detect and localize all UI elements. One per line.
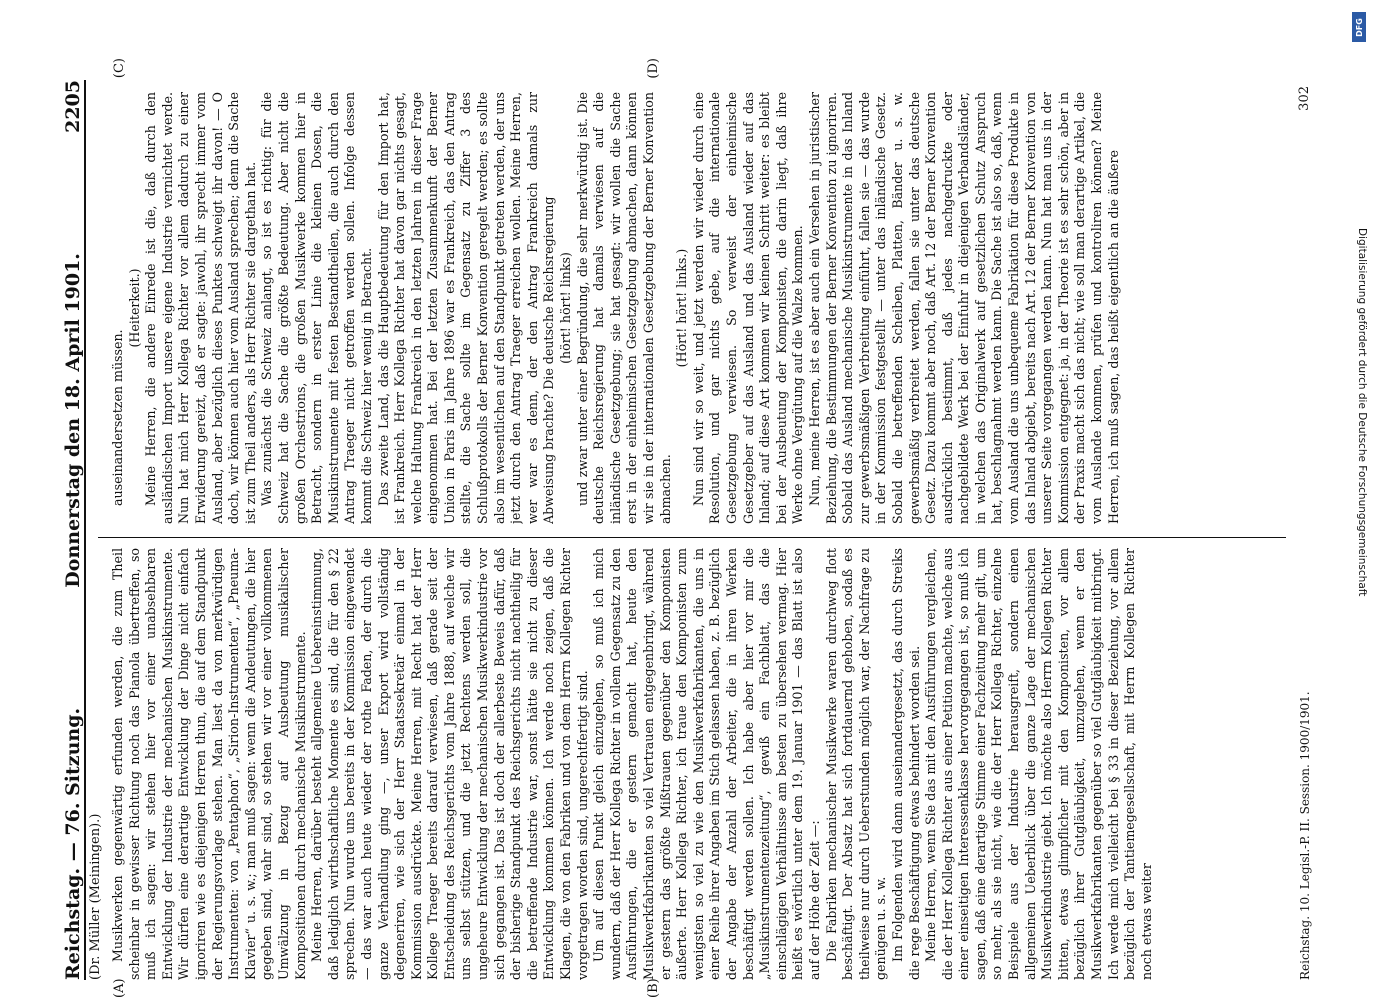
paragraph: Was zunächst die Schweiz anlangt, so ist es richtig: für die Schweiz hat die Sache die größte Bedeutung. Aber nicht die großen Orchestrions, die großen Musikwerke kommen hier in Betracht, sondern in erster Linie die kleinen Dosen, die Musikinstrumente mit festen Bestandtheilen, die auch durch den Antrag Traeger nicht getroffen werden sollen. Infolge dessen kommt die Schweiz hier wenig in Betracht. — [259, 92, 374, 524]
interjection: (hört! hört! links) — [558, 252, 574, 364]
paragraph: Meine Herren, wenn Sie das mit den Ausführungen vergleichen, die der Herr Kollega Richter aus einer Petition machte, welche aus einer einseitigen Interessenklasse hervorgegangen ist, so muß ich sagen, daß eine derartige Stimme einer Fachzeitung mehr gilt, um so mehr, als sie nicht, wie die der Herr Kollega Richter, einzelne Beispiele aus der Industrie herausgreift, sondern einen allgemeinen Ueberblick über die ganze Lage der mechanischen Musikwerkindustrie giebt. Ich möchte also Herrn Kollegen Richter bitten, etwas glimpflicher mit den Komponisten, vor allem bezüglich ihrer Gutgläubigkeit, umzugehen, wenn er den Musikwerkfabrikanten gegenüber so viel Gutgläubigkeit mitbringt. Ich werde mich vielleicht bei § 33 in dieser Beziehung, vor allem bezüglich der Tantiemegesellschaft, mit Herrn Kollegen Richter noch etwas weiter — [923, 548, 1154, 980]
column-divider — [98, 537, 1286, 538]
margin-marker-b: (B) — [646, 978, 661, 998]
margin-marker-c: (C) — [112, 58, 127, 79]
margin-marker-a: (A) — [112, 978, 127, 998]
paragraph: Im Folgenden wird dann auseinandergesetzt, das durch Streiks die rege Beschäftigung etwas behindert worden sei. — [889, 548, 922, 980]
paragraph: Meine Herren, darüber besteht allgemeine Uebereinstimmung, daß lediglich wirthschaftliche Momente es sind, die für den § 22 sprechen. Nun wurde uns bereits in der Kommission eingewendet — das war auch heute wieder der rothe Faden, der durch die ganze Verhandlung ging —, unser Export wird vollständig degeneriren, wie sich der Herr Staatssekretär einmal in der Kommission ausdrückte. Meine Herren, mit Recht hat der Herr Kollege Traeger bereits darauf verwiesen, daß gerade seit der Entscheidung des Reichsgerichts vom Jahre 1888, auf welche wir uns selbst stützen, und die jetzt Rechtens werden soll, die ungeheure Entwicklung der mechanischen Musikwerkindustrie vor sich gegangen ist. Das ist doch der allerbeste Beweis dafür, daß der bisherige Standpunkt des Reichsgerichts nicht nachtheilig für die betreffende Industrie war, sonst hätte sie nicht zu dieser Entwicklung kommen können. Ich werde noch zeigen, daß die Klagen, die von den Fabriken und von dem Herrn Kollegen Richter vorgetragen worden sind, ungerechtfertigt sind. — [309, 548, 590, 980]
paragraph: Musikwerken gegenwärtig erfunden werden, die zum Theil scheinbar in gewisser Richtung noch das Pianola übertreffen, so muß ich sagen: wir stehen hier vor einer unabsehbaren Entwicklung der Industrie der mechanischen Musikinstrumente. Wir dürfen eine derartige Entwicklung der Dinge nicht einfach ignoriren wie es diejenigen Herren thun, die auf dem Standpunkt der Regierungsvorlage stehen. Man liest da von merkwürdigen Instrumenten: von „Pentaphon“, „Sirion-Instrumenten“, „Pneuma-Klavier“ u. s. w.; man muß sagen: wenn die Andeutungen, die hier gegeben sind, wahr sind, so stehen wir vor einer vollkommenen Umwälzung in Bezug auf Ausbeutung musikalischer Kompositionen durch mechanische Musikinstrumente. — [110, 548, 308, 980]
running-header — [58, 80, 86, 980]
margin-marker-d: (D) — [646, 58, 661, 79]
paragraph: Das zweite Land, das die Hauptbedeutung für den Import hat, ist Frankreich. Herr Kollega Richter hat davon gar nichts gesagt, welche Haltung Frankreich in den letzten Jahren in dieser Frage eingenommen hat. Bei der letzten Zusammenkunft der Berner Union in Paris im Jahre 1896 war es Frankreich, das den Antrag stellte, die Sache sollte im Gegensatz zu Ziffer 3 des Schlußprotokolls der Berner Konvention geregelt werden; es sollte also im wesentlichen auf den Standpunkt getreten werden, der uns jetzt durch den Antrag Traeger erreichen wollen. Meine Herren, wer war es denn, der den Antrag Frankreich damals zur Abweisung brachte? Die deutsche Reichsregierung — [375, 92, 557, 524]
paragraph: Nun, meine Herren, ist es aber auch ein Versehen in juristischer Beziehung, die Bestimmungen der Berner Konvention zu ignoriren. Sobald das Ausland mechanische Musikinstrumente in das Inland zur gewerbsmäßigen Verbreitung einführt, fallen sie — das wurde in der Kommission festgestellt — unter das inländische Gesetz. Sobald die betreffenden Scheiben, Platten, Bänder u. s. w. gewerbsmäßig verbreitet werden, fallen sie unter das deutsche Gesetz. Dazu kommt aber noch, daß Art. 12 der Berner Konvention ausdrücklich bestimmt, daß jedes nachgedruckte oder nachgebildete Werk bei der Einfuhr in diejenigen Verbandsländer, in welchen das Originalwerk auf gesetzlichen Schutz Anspruch hat, beschlagnahmt werden kann. Die Sache ist also so, daß, wenn vom Ausland die uns unbequeme Fabrikation für diese Produkte in das Inland abgiebt, bereits nach Art. 12 der Berner Konvention von unserer Seite vorgegangen werden kann. Nun hat man uns in der Kommission entgegnet: ja, in der Theorie ist es sehr schön, aber in der Praxis macht sich das nicht; wie soll man derartige Artikel, die vom Auslande kommen, prüfen und kontroliren können? Meine Herren, ich muß sagen, das heißt eigentlich an die äußere — [806, 92, 1121, 524]
header-page-number: 2205 — [62, 80, 84, 133]
sheet-number: 302 — [1297, 86, 1312, 111]
interjection: (Hört! hört! links.) — [674, 248, 690, 368]
digitization-note — [1340, 8, 1376, 998]
rotated-sheet — [46, 60, 1326, 1000]
right-column — [110, 92, 1286, 524]
header-center: Donnerstag den 18. April 1901. — [62, 253, 84, 588]
header-left: Reichstag. — 76. Sitzung. — [62, 707, 84, 980]
paragraph: Um auf diesen Punkt gleich einzugehen, so muß ich mich wundern, daß der Herr Kollega Richter in vollem Gegensatz zu den Ausführungen, die er gestern gemacht hat, heute den Musikwerkfabrikanten so viel Vertrauen entgegenbringt, während er gestern das größte Mißtrauen gegenüber den Komponisten äußerte. Herr Kollega Richter, ich traue den Komponisten zum wenigsten so viel zu wie den Musikwerkfabrikanten, die uns in einer Reihe ihrer Angaben im Stich gelassen haben, z. B. bezüglich der Angabe der Anzahl der Arbeiter, die in ihren Werken beschäftigt werden sollen. Ich habe aber hier vor mir die „Musikinstrumentenzeitung“, gewiß ein Fachblatt, das die einschlägigen Verhältnisse am besten zu übersehen vermag. Hier heißt es wörtlich unter dem 19. Januar 1901 — das Blatt ist also auf der Höhe der Zeit —: — [591, 548, 822, 980]
paragraph: Nun sind wir so weit, und jetzt werden wir wieder durch eine Resolution, und gar nichts gebe, auf die internationale Gesetzgebung verwiesen. So verweist der einheimische Gesetzgeber auf das Ausland und das Ausland wieder auf das Inland; auf diese Art kommen wir keinen Schritt weiter: es bleibt bei der Ausbeutung der Komponisten, die darin liegt, daß ihre Werke ohne Vergütung auf die Walze kommen. — [690, 92, 806, 524]
quote-paragraph: Die Fabriken mechanischer Musikwerke waren durchweg flott beschäftigt. Der Absatz hat sich fortdauernd gehoben, sodaß es theilweise nur durch Ueberstunden möglich war, der Nachfrage zu genügen u. s. w. — [823, 548, 889, 980]
speaker-label: (Dr. Müller (Meiningen).) — [88, 813, 103, 980]
paragraph: auseinandersetzen müssen. — [110, 329, 125, 506]
footer-session: Reichstag. 10. Legisl.-P. II. Session. 1900/1901. — [1298, 691, 1312, 980]
funding-note: Digitalisierung gefördert durch die Deutsche Forschungsgemeinschaft — [1356, 228, 1368, 597]
dfg-logo: DFG — [1352, 12, 1366, 42]
paragraph: Meine Herren, die andere Einrede ist die, daß durch den ausländischen Import unsere eigene Industrie vernichtet werde. Nun hat mich Herr Kollega Richter vor allem dadurch zu einer Erwiderung gereizt, daß er sagte: jawohl, ihr sprecht immer vom Ausland, aber bezüglich dieses Punktes schweigt ihr davon! — O doch, wir können auch hier vom Ausland sprechen; denn die Sache ist zum Theil anders, als Herr Richter sie dargethan hat. — [143, 92, 258, 524]
left-column — [110, 548, 1286, 980]
paragraph: und zwar unter einer Begründung, die sehr merkwürdig ist. Die deutsche Reichsregierung hat damals verwiesen auf die inländische Gesetzgebung; sie hat gesagt: wir wollen die Sache erst in der einheimischen Gesetzgebung abmachen, dann können wir sie in der internationalen Gesetzgebung der Berner Konvention abmachen. — [574, 92, 673, 524]
interjection: (Heiterkeit.) — [126, 268, 142, 348]
